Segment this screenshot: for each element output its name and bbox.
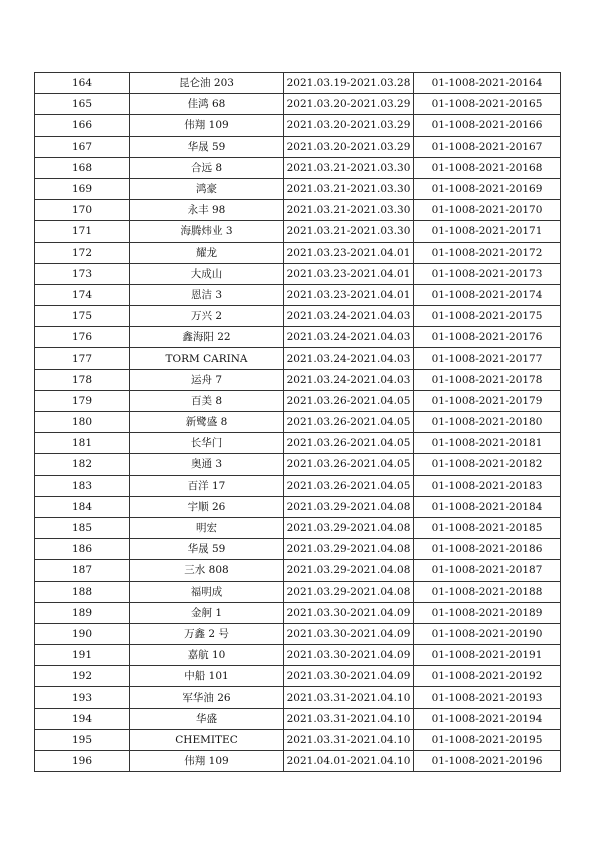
date-range-cell: 2021.03.24-2021.04.03 xyxy=(284,348,414,369)
row-number-cell: 166 xyxy=(35,115,130,136)
vessel-name-cell: 合远 8 xyxy=(130,157,284,178)
vessel-name-cell: 永丰 98 xyxy=(130,200,284,221)
table-row xyxy=(35,348,561,369)
table-row xyxy=(35,412,561,433)
table-row xyxy=(35,115,561,136)
row-number-cell: 195 xyxy=(35,729,130,750)
row-number-cell: 173 xyxy=(35,263,130,284)
row-number-cell: 169 xyxy=(35,178,130,199)
vessel-name-cell: 恩洁 3 xyxy=(130,284,284,305)
date-range-cell: 2021.03.26-2021.04.05 xyxy=(284,475,414,496)
table-row xyxy=(35,306,561,327)
record-code-cell: 01-1008-2021-20184 xyxy=(414,496,561,517)
record-code-cell: 01-1008-2021-20189 xyxy=(414,602,561,623)
vessel-name-cell: 华盛 xyxy=(130,708,284,729)
table-row xyxy=(35,454,561,475)
row-number-cell: 193 xyxy=(35,687,130,708)
vessel-name-cell: 佳鸿 68 xyxy=(130,94,284,115)
record-code-cell: 01-1008-2021-20188 xyxy=(414,581,561,602)
table-row xyxy=(35,433,561,454)
table-row xyxy=(35,284,561,305)
row-number-cell: 196 xyxy=(35,751,130,772)
record-code-cell: 01-1008-2021-20194 xyxy=(414,708,561,729)
vessel-name-cell: 明宏 xyxy=(130,517,284,538)
row-number-cell: 192 xyxy=(35,666,130,687)
row-number-cell: 167 xyxy=(35,136,130,157)
row-number-cell: 171 xyxy=(35,221,130,242)
row-number-cell: 188 xyxy=(35,581,130,602)
vessel-name-cell: CHEMITEC xyxy=(130,729,284,750)
vessel-name-cell: 伟翔 109 xyxy=(130,751,284,772)
date-range-cell: 2021.03.29-2021.04.08 xyxy=(284,581,414,602)
date-range-cell: 2021.03.23-2021.04.01 xyxy=(284,242,414,263)
row-number-cell: 168 xyxy=(35,157,130,178)
row-number-cell: 165 xyxy=(35,94,130,115)
date-range-cell: 2021.03.19-2021.03.28 xyxy=(284,73,414,94)
table-row xyxy=(35,708,561,729)
record-code-cell: 01-1008-2021-20170 xyxy=(414,200,561,221)
record-code-cell: 01-1008-2021-20178 xyxy=(414,369,561,390)
row-number-cell: 179 xyxy=(35,390,130,411)
record-code-cell: 01-1008-2021-20195 xyxy=(414,729,561,750)
date-range-cell: 2021.03.30-2021.04.09 xyxy=(284,645,414,666)
date-range-cell: 2021.03.23-2021.04.01 xyxy=(284,284,414,305)
table-row xyxy=(35,751,561,772)
vessel-name-cell: 华晟 59 xyxy=(130,539,284,560)
record-code-cell: 01-1008-2021-20166 xyxy=(414,115,561,136)
vessel-name-cell: 耀龙 xyxy=(130,242,284,263)
row-number-cell: 183 xyxy=(35,475,130,496)
vessel-name-cell: 新鹭盛 8 xyxy=(130,412,284,433)
record-code-cell: 01-1008-2021-20171 xyxy=(414,221,561,242)
vessel-name-cell: 军华油 26 xyxy=(130,687,284,708)
table-body xyxy=(35,73,561,772)
date-range-cell: 2021.03.20-2021.03.29 xyxy=(284,115,414,136)
record-code-cell: 01-1008-2021-20165 xyxy=(414,94,561,115)
vessel-name-cell: 宇顺 26 xyxy=(130,496,284,517)
date-range-cell: 2021.03.21-2021.03.30 xyxy=(284,157,414,178)
row-number-cell: 170 xyxy=(35,200,130,221)
record-code-cell: 01-1008-2021-20181 xyxy=(414,433,561,454)
date-range-cell: 2021.03.29-2021.04.08 xyxy=(284,539,414,560)
vessel-name-cell: 大成山 xyxy=(130,263,284,284)
record-code-cell: 01-1008-2021-20186 xyxy=(414,539,561,560)
date-range-cell: 2021.03.24-2021.04.03 xyxy=(284,327,414,348)
date-range-cell: 2021.03.30-2021.04.09 xyxy=(284,623,414,644)
table-row xyxy=(35,178,561,199)
date-range-cell: 2021.03.21-2021.03.30 xyxy=(284,178,414,199)
record-code-cell: 01-1008-2021-20190 xyxy=(414,623,561,644)
date-range-cell: 2021.03.30-2021.04.09 xyxy=(284,666,414,687)
table-row xyxy=(35,645,561,666)
record-code-cell: 01-1008-2021-20185 xyxy=(414,517,561,538)
record-code-cell: 01-1008-2021-20175 xyxy=(414,306,561,327)
vessel-record-table xyxy=(34,72,561,772)
table-row xyxy=(35,263,561,284)
row-number-cell: 178 xyxy=(35,369,130,390)
vessel-name-cell: 伟翔 109 xyxy=(130,115,284,136)
table-row xyxy=(35,221,561,242)
record-code-cell: 01-1008-2021-20169 xyxy=(414,178,561,199)
date-range-cell: 2021.03.20-2021.03.29 xyxy=(284,136,414,157)
vessel-name-cell: 百美 8 xyxy=(130,390,284,411)
vessel-name-cell: 奥通 3 xyxy=(130,454,284,475)
vessel-name-cell: 鑫海阳 22 xyxy=(130,327,284,348)
date-range-cell: 2021.04.01-2021.04.10 xyxy=(284,751,414,772)
record-code-cell: 01-1008-2021-20177 xyxy=(414,348,561,369)
date-range-cell: 2021.03.29-2021.04.08 xyxy=(284,496,414,517)
date-range-cell: 2021.03.21-2021.03.30 xyxy=(284,221,414,242)
vessel-name-cell: 百洋 17 xyxy=(130,475,284,496)
row-number-cell: 180 xyxy=(35,412,130,433)
row-number-cell: 194 xyxy=(35,708,130,729)
table-row xyxy=(35,242,561,263)
record-code-cell: 01-1008-2021-20174 xyxy=(414,284,561,305)
row-number-cell: 164 xyxy=(35,73,130,94)
table-row xyxy=(35,496,561,517)
date-range-cell: 2021.03.31-2021.04.10 xyxy=(284,729,414,750)
row-number-cell: 185 xyxy=(35,517,130,538)
vessel-name-cell: 鸿豪 xyxy=(130,178,284,199)
record-code-cell: 01-1008-2021-20173 xyxy=(414,263,561,284)
date-range-cell: 2021.03.24-2021.04.03 xyxy=(284,306,414,327)
row-number-cell: 174 xyxy=(35,284,130,305)
vessel-name-cell: TORM CARINA xyxy=(130,348,284,369)
vessel-name-cell: 福明成 xyxy=(130,581,284,602)
table-row xyxy=(35,687,561,708)
record-code-cell: 01-1008-2021-20172 xyxy=(414,242,561,263)
date-range-cell: 2021.03.21-2021.03.30 xyxy=(284,200,414,221)
vessel-name-cell: 华晟 59 xyxy=(130,136,284,157)
record-code-cell: 01-1008-2021-20193 xyxy=(414,687,561,708)
date-range-cell: 2021.03.31-2021.04.10 xyxy=(284,708,414,729)
row-number-cell: 175 xyxy=(35,306,130,327)
vessel-name-cell: 三水 808 xyxy=(130,560,284,581)
vessel-name-cell: 金舸 1 xyxy=(130,602,284,623)
row-number-cell: 186 xyxy=(35,539,130,560)
record-code-cell: 01-1008-2021-20180 xyxy=(414,412,561,433)
date-range-cell: 2021.03.31-2021.04.10 xyxy=(284,687,414,708)
record-code-cell: 01-1008-2021-20167 xyxy=(414,136,561,157)
date-range-cell: 2021.03.30-2021.04.09 xyxy=(284,602,414,623)
date-range-cell: 2021.03.29-2021.04.08 xyxy=(284,560,414,581)
record-code-cell: 01-1008-2021-20182 xyxy=(414,454,561,475)
row-number-cell: 182 xyxy=(35,454,130,475)
vessel-name-cell: 长华门 xyxy=(130,433,284,454)
vessel-name-cell: 昆仑油 203 xyxy=(130,73,284,94)
date-range-cell: 2021.03.26-2021.04.05 xyxy=(284,412,414,433)
table-row xyxy=(35,94,561,115)
record-code-cell: 01-1008-2021-20192 xyxy=(414,666,561,687)
table-row xyxy=(35,666,561,687)
date-range-cell: 2021.03.26-2021.04.05 xyxy=(284,433,414,454)
table-row xyxy=(35,475,561,496)
table-row xyxy=(35,369,561,390)
table-row xyxy=(35,560,561,581)
row-number-cell: 176 xyxy=(35,327,130,348)
record-code-cell: 01-1008-2021-20187 xyxy=(414,560,561,581)
record-code-cell: 01-1008-2021-20168 xyxy=(414,157,561,178)
record-code-cell: 01-1008-2021-20191 xyxy=(414,645,561,666)
date-range-cell: 2021.03.26-2021.04.05 xyxy=(284,454,414,475)
table-row xyxy=(35,73,561,94)
table-row xyxy=(35,390,561,411)
row-number-cell: 172 xyxy=(35,242,130,263)
vessel-name-cell: 中船 101 xyxy=(130,666,284,687)
row-number-cell: 177 xyxy=(35,348,130,369)
date-range-cell: 2021.03.26-2021.04.05 xyxy=(284,390,414,411)
table-row xyxy=(35,581,561,602)
record-code-cell: 01-1008-2021-20176 xyxy=(414,327,561,348)
table-row xyxy=(35,539,561,560)
row-number-cell: 181 xyxy=(35,433,130,454)
vessel-name-cell: 万兴 2 xyxy=(130,306,284,327)
vessel-name-cell: 运舟 7 xyxy=(130,369,284,390)
date-range-cell: 2021.03.20-2021.03.29 xyxy=(284,94,414,115)
table-row xyxy=(35,623,561,644)
record-code-cell: 01-1008-2021-20164 xyxy=(414,73,561,94)
table-row xyxy=(35,729,561,750)
date-range-cell: 2021.03.23-2021.04.01 xyxy=(284,263,414,284)
row-number-cell: 190 xyxy=(35,623,130,644)
vessel-name-cell: 嘉航 10 xyxy=(130,645,284,666)
table-row xyxy=(35,157,561,178)
table-row xyxy=(35,200,561,221)
date-range-cell: 2021.03.29-2021.04.08 xyxy=(284,517,414,538)
date-range-cell: 2021.03.24-2021.04.03 xyxy=(284,369,414,390)
vessel-name-cell: 万鑫 2 号 xyxy=(130,623,284,644)
table-row xyxy=(35,517,561,538)
row-number-cell: 184 xyxy=(35,496,130,517)
vessel-name-cell: 海腾炜业 3 xyxy=(130,221,284,242)
table-row xyxy=(35,602,561,623)
record-code-cell: 01-1008-2021-20183 xyxy=(414,475,561,496)
row-number-cell: 187 xyxy=(35,560,130,581)
record-code-cell: 01-1008-2021-20196 xyxy=(414,751,561,772)
table-row xyxy=(35,136,561,157)
record-code-cell: 01-1008-2021-20179 xyxy=(414,390,561,411)
table-row xyxy=(35,327,561,348)
row-number-cell: 191 xyxy=(35,645,130,666)
row-number-cell: 189 xyxy=(35,602,130,623)
